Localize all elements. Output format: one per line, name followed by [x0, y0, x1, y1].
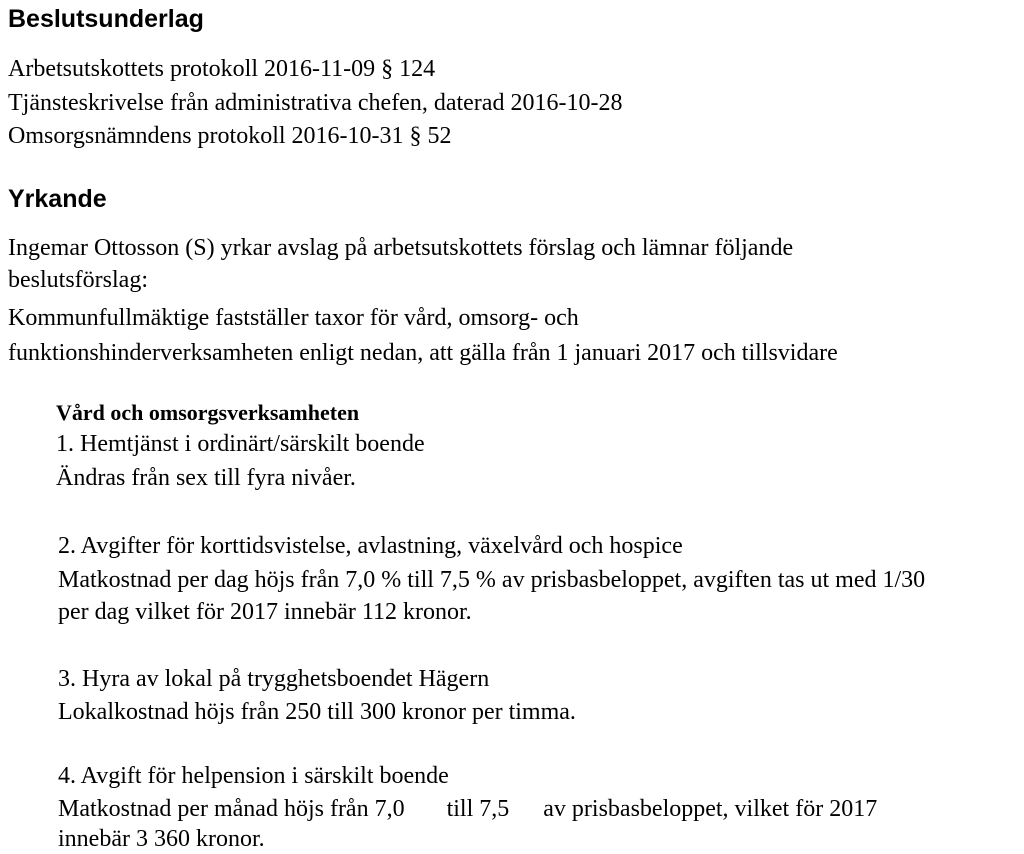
vard-item-1-title: 1. Hemtjänst i ordinärt/särskilt boende — [56, 431, 425, 457]
yrkande-proposal-line-2: funktionshinderverksamheten enligt nedan, att gälla från 1 januari 2017 och tillsvidare — [8, 340, 838, 366]
underlag-item-3: Omsorgsnämndens protokoll 2016-10-31 § 52 — [8, 123, 452, 149]
heading-vard-och-omsorg: Vård och omsorgsverksamheten — [56, 400, 360, 425]
vard-item-4-text-1 — [58, 794, 877, 824]
heading-yrkande: Yrkande — [8, 185, 107, 213]
vard-item-2-title: 2. Avgifter för korttidsvistelse, avlastning, växelvård och hospice — [58, 533, 683, 559]
vard-item-4-text-1a: Matkostnad per månad höjs från 7,0 — [58, 796, 405, 822]
vard-item-2-text-1: Matkostnad per dag höjs från 7,0 % till 7,5 % av prisbasbeloppet, avgiften tas ut med 1/30 — [58, 567, 926, 593]
vard-item-1-text: Ändras från sex till fyra nivåer. — [56, 465, 356, 491]
vard-item-3-text: Lokalkostnad höjs från 250 till 300 kronor per timma. — [58, 699, 576, 725]
vard-item-4-text-1b: till 7,5 — [446, 796, 510, 822]
vard-item-4-title: 4. Avgift för helpension i särskilt boende — [58, 763, 449, 789]
vard-item-4-text-1c: av prisbasbeloppet, vilket för 2017 — [543, 796, 878, 822]
yrkande-proposal-line-1: Kommunfullmäktige fastställer taxor för vård, omsorg- och — [8, 305, 579, 331]
yrkande-intro-line-2: beslutsförslag: — [8, 267, 148, 293]
underlag-item-1: Arbetsutskottets protokoll 2016-11-09 § 124 — [8, 56, 436, 82]
vard-item-3-title: 3. Hyra av lokal på trygghetsboendet Hägern — [58, 666, 490, 692]
vard-item-2-text-2: per dag vilket för 2017 innebär 112 kronor. — [58, 599, 472, 625]
underlag-item-2: Tjänsteskrivelse från administrativa chefen, daterad 2016-10-28 — [8, 90, 623, 116]
vard-item-4-text-2: innebär 3 360 kronor. — [58, 826, 265, 852]
heading-beslutsunderlag: Beslutsunderlag — [8, 5, 204, 33]
yrkande-intro-line-1: Ingemar Ottosson (S) yrkar avslag på arbetsutskottets förslag och lämnar följande — [8, 235, 794, 261]
